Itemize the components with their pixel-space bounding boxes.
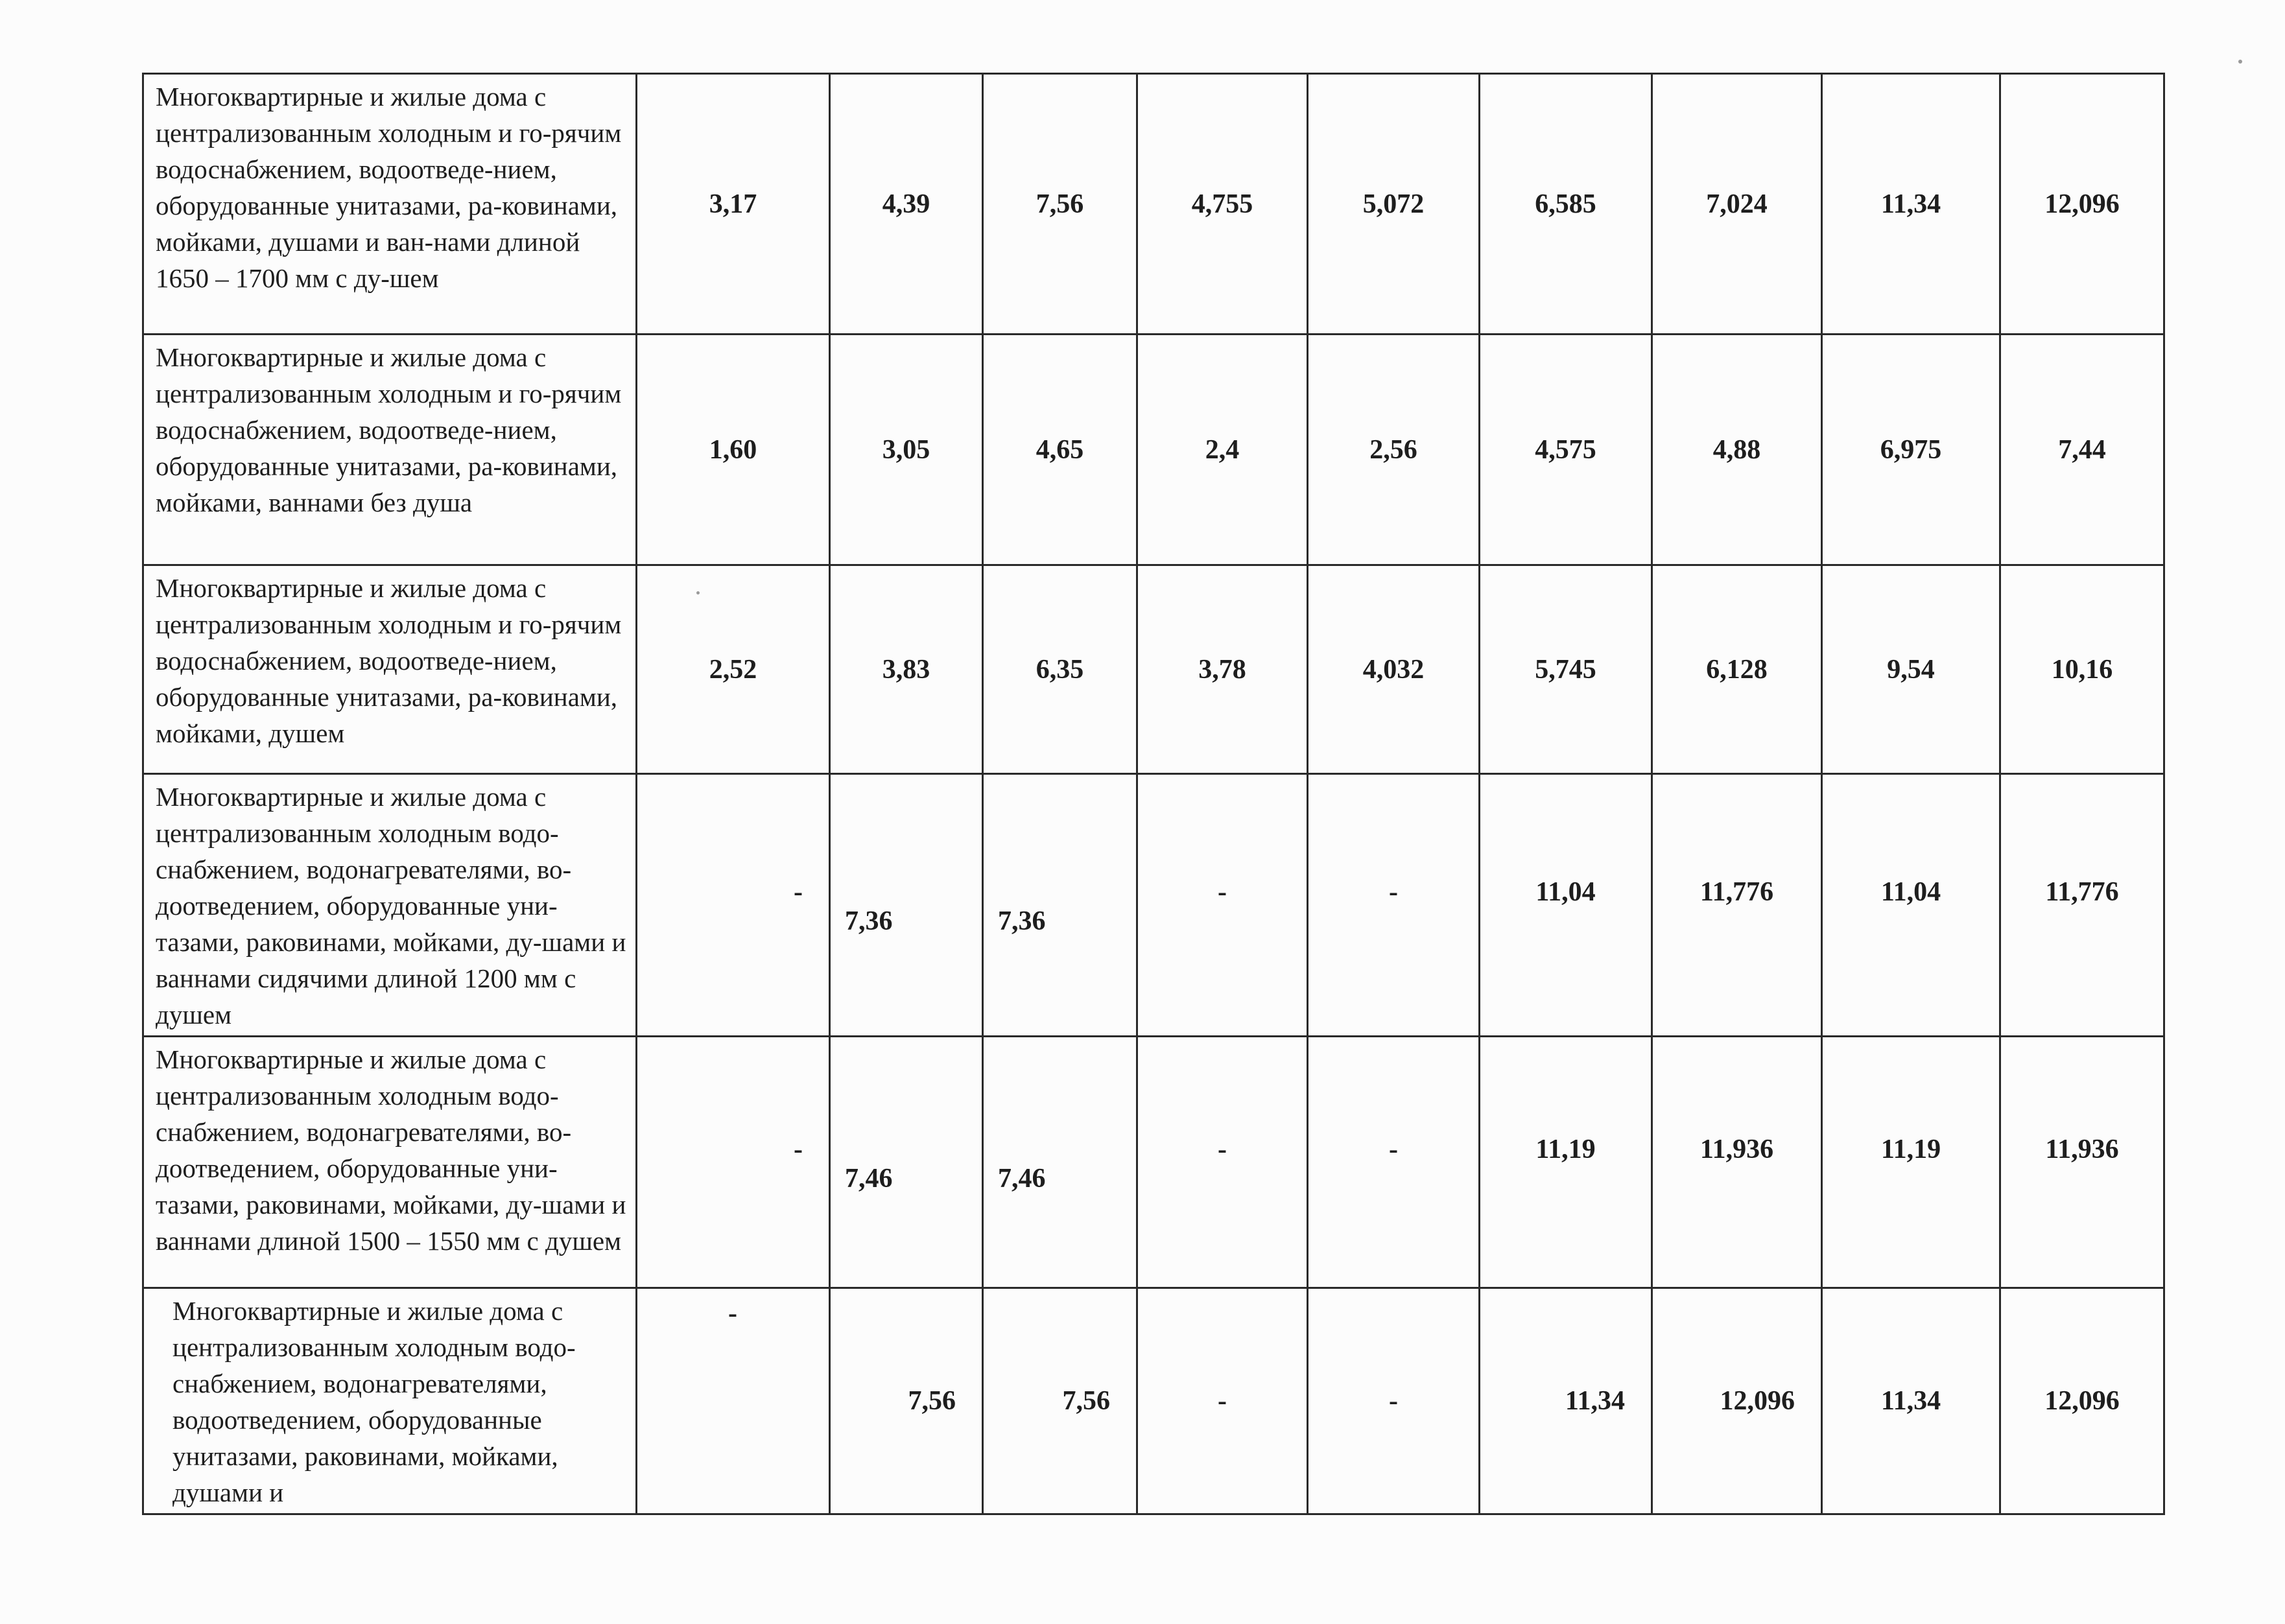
value-cell: 11,19 — [1822, 1037, 2000, 1288]
table-row — [143, 774, 2164, 1037]
value-cell: 1,60 — [637, 335, 830, 565]
value-cell: 3,17 — [637, 74, 830, 335]
value-cell: 9,54 — [1822, 565, 2000, 774]
value-cell: 10,16 — [2000, 565, 2164, 774]
table-row — [143, 1037, 2164, 1288]
value-cell: 2,56 — [1308, 335, 1480, 565]
value-cell: 4,755 — [1137, 74, 1308, 335]
scan-speck — [2238, 60, 2242, 64]
value-cell: 11,04 — [1480, 774, 1652, 1037]
value-cell: 7,56 — [830, 1288, 983, 1514]
value-cell: 11,34 — [1822, 74, 2000, 335]
value-cell: 7,36 — [830, 774, 983, 1037]
value-cell: 11,776 — [1652, 774, 1822, 1037]
value-cell: 7,36 — [983, 774, 1137, 1037]
value-cell: 7,46 — [830, 1037, 983, 1288]
row-description: Многоквартирные и жилые дома с централизованным холодным и го-рячим водоснабжением, водоотведе-нием, оборудованные унитазами, ра-ковинами, мойками, ваннами без душа — [143, 335, 637, 565]
value-cell: 6,975 — [1822, 335, 2000, 565]
table-row — [143, 1288, 2164, 1514]
value-cell: - — [637, 1037, 830, 1288]
value-cell: - — [1137, 774, 1308, 1037]
value-cell: 4,65 — [983, 335, 1137, 565]
value-cell: 11,19 — [1480, 1037, 1652, 1288]
value-cell: - — [637, 1288, 830, 1514]
table-row — [143, 565, 2164, 774]
table-row — [143, 335, 2164, 565]
value-cell: - — [637, 774, 830, 1037]
value-cell: 11,04 — [1822, 774, 2000, 1037]
value-cell: - — [1137, 1288, 1308, 1514]
value-cell: 6,128 — [1652, 565, 1822, 774]
row-description: Многоквартирные и жилые дома с централизованным холодным водо-снабжением, водонагревателями, водоотведением, оборудованные унитазами, раковинами, мойками, душами и — [143, 1288, 637, 1514]
value-cell: 4,575 — [1480, 335, 1652, 565]
value-cell: 6,35 — [983, 565, 1137, 774]
value-cell: 11,936 — [1652, 1037, 1822, 1288]
value-cell: 11,34 — [1480, 1288, 1652, 1514]
water-consumption-norms-table — [142, 73, 2165, 1515]
row-description: Многоквартирные и жилые дома с централизованным холодным и го-рячим водоснабжением, водоотведе-нием, оборудованные унитазами, ра-ковинами, мойками, душем — [143, 565, 637, 774]
value-cell: 7,56 — [983, 74, 1137, 335]
value-cell: 5,745 — [1480, 565, 1652, 774]
value-cell: - — [1137, 1037, 1308, 1288]
value-cell: - — [1308, 774, 1480, 1037]
value-cell: - — [1308, 1037, 1480, 1288]
value-cell: 3,83 — [830, 565, 983, 774]
value-cell: 4,032 — [1308, 565, 1480, 774]
value-cell: 3,78 — [1137, 565, 1308, 774]
value-cell: 4,88 — [1652, 335, 1822, 565]
value-cell: 12,096 — [2000, 1288, 2164, 1514]
value-cell: 2,52 — [637, 565, 830, 774]
table-row — [143, 74, 2164, 335]
value-cell: 12,096 — [2000, 74, 2164, 335]
value-cell: 7,44 — [2000, 335, 2164, 565]
value-cell: 3,05 — [830, 335, 983, 565]
value-cell: 4,39 — [830, 74, 983, 335]
value-cell: 7,56 — [983, 1288, 1137, 1514]
value-cell: 11,34 — [1822, 1288, 2000, 1514]
value-cell: - — [1308, 1288, 1480, 1514]
value-cell: 5,072 — [1308, 74, 1480, 335]
row-description: Многоквартирные и жилые дома с централизованным холодным водо-снабжением, водонагревателями, во-доотведением, оборудованные уни-тазами, раковинами, мойками, ду-шами и ваннами сидячими длиной 1200 мм с душем — [143, 774, 637, 1037]
value-cell: 12,096 — [1652, 1288, 1822, 1514]
row-description: Многоквартирные и жилые дома с централизованным холодным и го-рячим водоснабжением, водоотведе-нием, оборудованные унитазами, ра-ковинами, мойками, душами и ван-нами длиной 1650 – 1700 мм с ду-шем — [143, 74, 637, 335]
value-cell: 2,4 — [1137, 335, 1308, 565]
row-description: Многоквартирные и жилые дома с централизованным холодным водо-снабжением, водонагревателями, во-доотведением, оборудованные уни-тазами, раковинами, мойками, ду-шами и ваннами длиной 1500 – 1550 мм с душем — [143, 1037, 637, 1288]
value-cell: 7,024 — [1652, 74, 1822, 335]
value-cell: 7,46 — [983, 1037, 1137, 1288]
value-cell: 11,776 — [2000, 774, 2164, 1037]
value-cell: 11,936 — [2000, 1037, 2164, 1288]
value-cell: 6,585 — [1480, 74, 1652, 335]
